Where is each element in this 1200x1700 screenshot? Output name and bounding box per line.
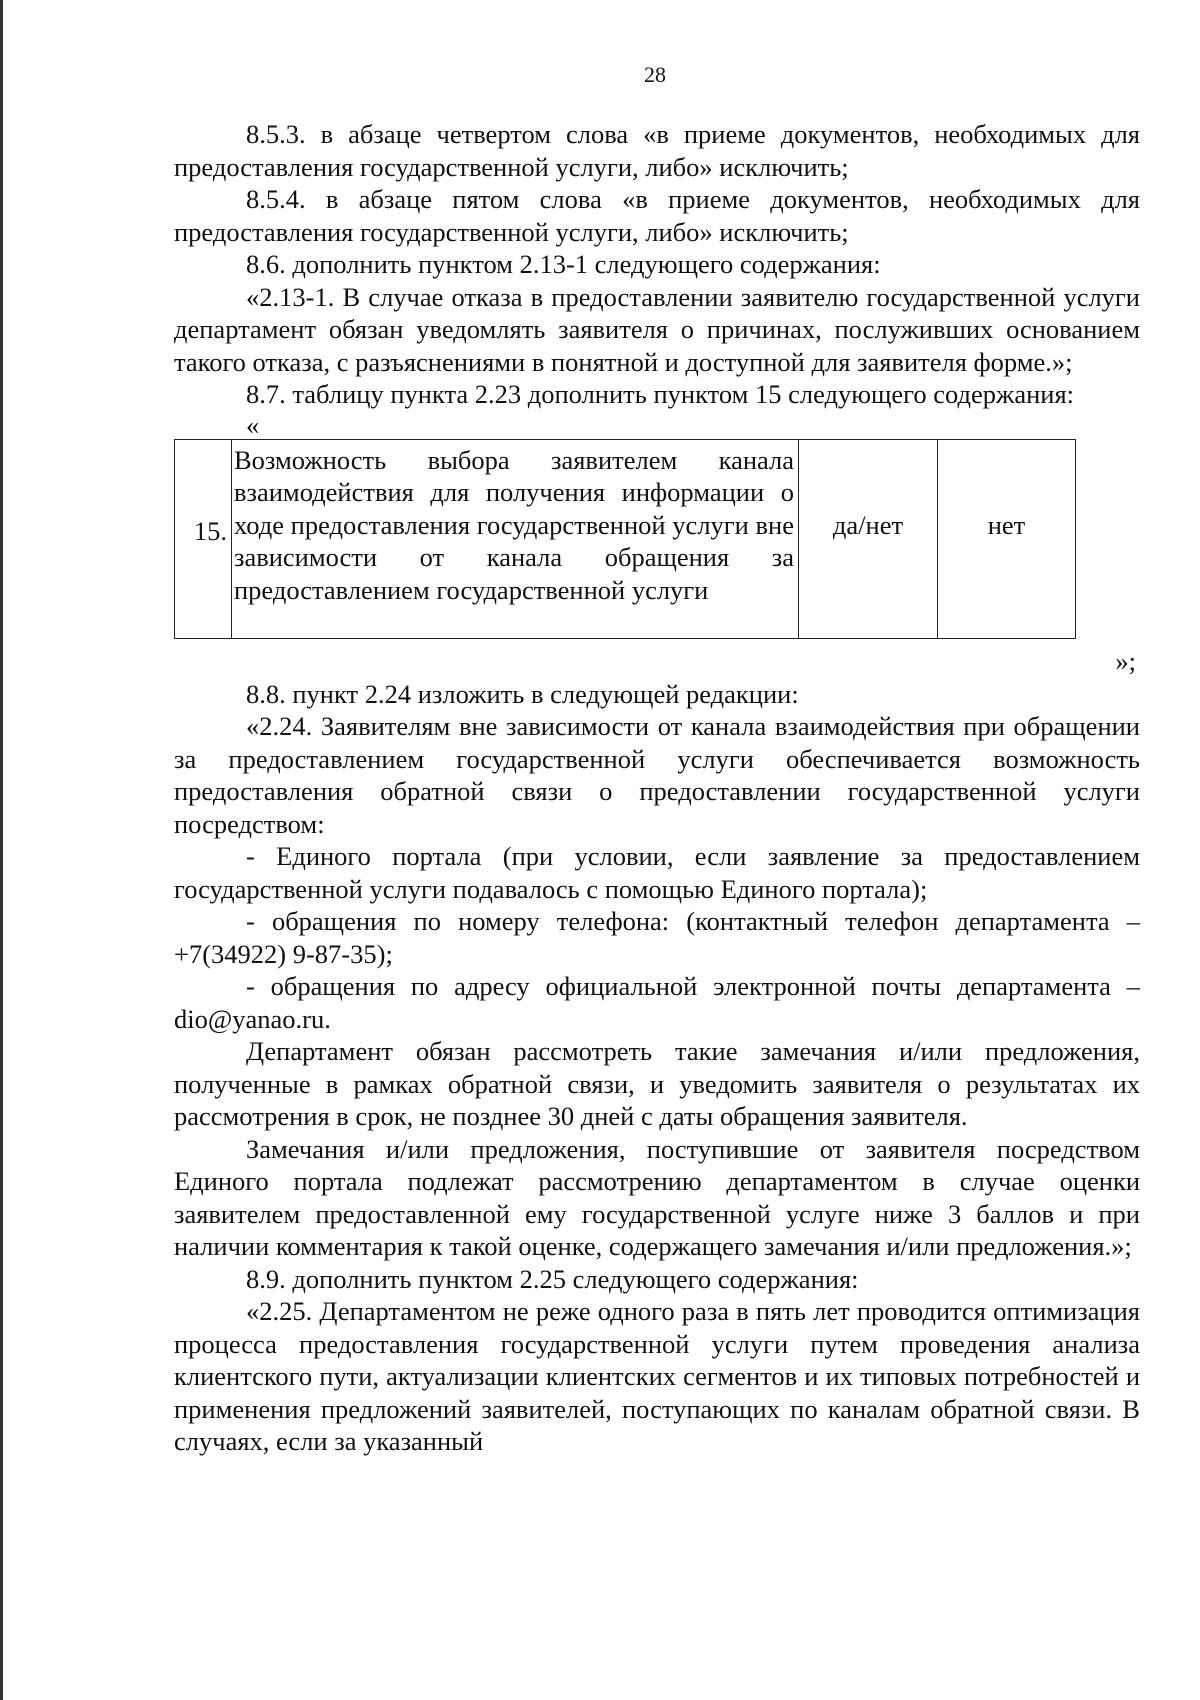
paragraph-2-13-1: «2.13-1. В случае отказа в предоставлении заявителю государственной услуги департамент обязан уведомлять заявителя о причинах, послуживших основанием такого отказа, с разъяснениями в понятной и доступной для заявителя форме.»; [174,281,1140,377]
scan-left-edge [0,0,3,1700]
row-number: 15. [175,439,232,639]
paragraph-2-25: «2.25. Департаментом не реже одного раза в пять лет проводится оптимизация процесса предоставления государственной услуги путем проведения анализа клиентского пути, актуализации клиентских сегментов и их типовых потребностей и применения предложений заявителей, поступающих по каналам обратной связи. В случаях, если за указанный [174,1296,1140,1456]
paragraph-8-9: 8.9. дополнить пунктом 2.25 следующего содержания: [246,1263,859,1294]
table-open-quote: « [246,409,260,440]
paragraph-review-duty: Департамент обязан рассмотреть такие замечания и/или предложения, полученные в рамках обратной связи, и уведомить заявителя о результатах их рассмотрения в срок, не позднее 30 дней с даты обращения заявителя. [174,1036,1140,1131]
row-description: Возможность выбора заявителем канала взаимодействия для получения информации о ходе предоставления государственной услуги вне зависимости от канала обращения за предоставлением государственной услуги [232,439,799,639]
page-number: 28 [644,62,666,87]
row-value-type: да/нет [799,439,938,639]
paragraph-8-6: 8.6. дополнить пунктом 2.13-1 следующего содержания: [246,249,881,279]
row-value: нет [938,439,1076,639]
list-item-phone: - обращения по номеру телефона: (контактный телефон департамента – +7(34922) 9-87-35); [174,906,1140,969]
table-row [175,439,1076,639]
list-item-email: - обращения по адресу официальной электронной почты департамента – dio@yanao.ru. [174,971,1140,1034]
paragraph-portal-review: Замечания и/или предложения, поступившие от заявителя посредством Единого портала подлежат рассмотрению департаментом в случае оценки заявителем предоставленной ему государственной услуге ниже 3 баллов и при наличии комментария к такой оценке, содержащего замечания и/или предложения.»; [174,1133,1140,1261]
table-close-quote: »; [1115,646,1136,676]
paragraph-8-5-4: 8.5.4. в абзаце пятом слова «в приеме документов, необходимых для предоставления государственной услуги, либо» исключить; [174,184,1140,247]
paragraph-8-5-3: 8.5.3. в абзаце четвертом слова «в приеме документов, необходимых для предоставления государственной услуги, либо» исключить; [174,119,1140,182]
paragraph-2-24: «2.24. Заявителям вне зависимости от канала взаимодействия при обращении за предоставлением государственной услуги обеспечивается возможность предоставления обратной связи о предоставлении государственной услуги посредством: [174,711,1140,839]
paragraph-8-8: 8.8. пункт 2.24 изложить в следующей редакции: [246,678,799,709]
paragraph-8-7: 8.7. таблицу пункта 2.23 дополнить пунктом 15 следующего содержания: [246,379,1074,409]
list-item-portal: - Единого портала (при условии, если заявление за предоставлением государственной услуги подавалось с помощью Единого портала); [174,841,1140,904]
amendment-table [174,439,1076,640]
document-body [174,118,1140,1458]
